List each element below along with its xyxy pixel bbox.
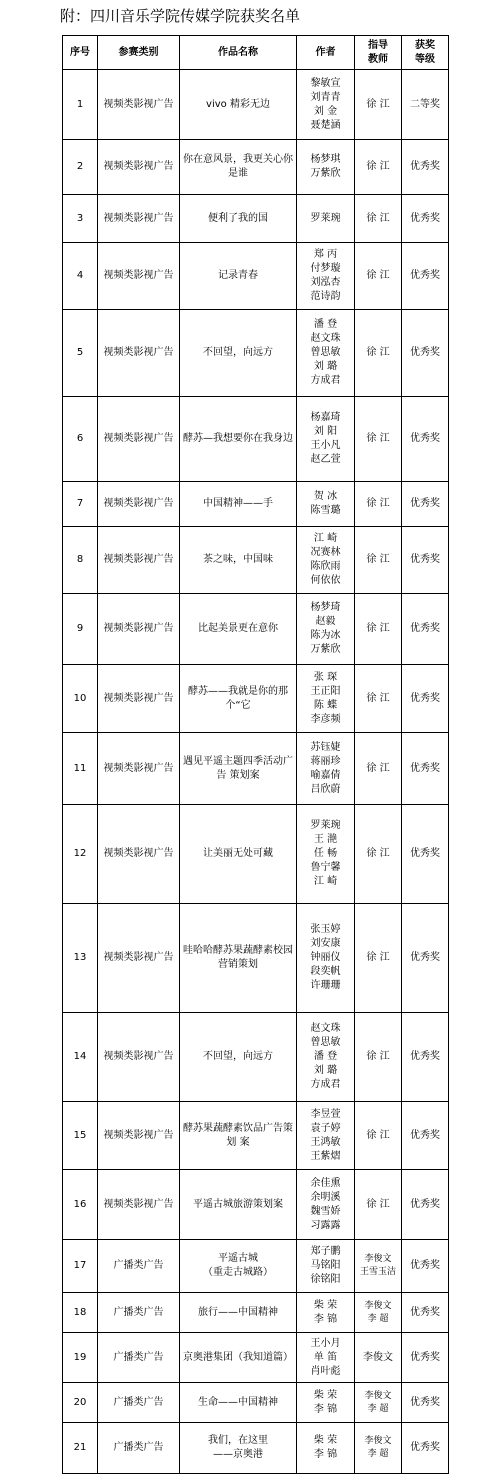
table-row bbox=[63, 1102, 449, 1170]
work-title-cell: 中国精神——手 bbox=[180, 482, 297, 527]
table-row bbox=[63, 140, 449, 195]
header-award: 获奖 等级 bbox=[402, 36, 449, 70]
work-title-cell: 生命——中国精神 bbox=[180, 1383, 297, 1423]
work-title-cell: vivo 精彩无边 bbox=[180, 70, 297, 140]
table-row bbox=[63, 195, 449, 243]
row-number-cell: 1 bbox=[63, 70, 98, 140]
category-cell: 视频类影视广告 bbox=[98, 482, 180, 527]
teacher-cell: 徐 江 bbox=[355, 1102, 402, 1170]
category-cell: 视频类影视广告 bbox=[98, 665, 180, 733]
authors-cell: 张 琛 王正阳 陈 蝶 李彦频 bbox=[297, 665, 355, 733]
award-cell: 优秀奖 bbox=[402, 1240, 449, 1293]
category-cell: 广播类广告 bbox=[98, 1423, 180, 1474]
award-cell: 优秀奖 bbox=[402, 665, 449, 733]
category-cell: 视频类影视广告 bbox=[98, 70, 180, 140]
work-title-cell: 哇哈哈酵苏果蔬酵素校园营销策划 bbox=[180, 904, 297, 1013]
award-cell: 优秀奖 bbox=[402, 1333, 449, 1383]
table-row bbox=[63, 1293, 449, 1333]
row-number-cell: 3 bbox=[63, 195, 98, 243]
row-number-cell: 2 bbox=[63, 140, 98, 195]
award-cell: 优秀奖 bbox=[402, 904, 449, 1013]
row-number-cell: 5 bbox=[63, 310, 98, 397]
table-row bbox=[63, 1240, 449, 1293]
authors-cell: 张玉婷 刘安康 钟丽仪 段奕帆 许珊珊 bbox=[297, 904, 355, 1013]
teacher-cell: 李俊文 李 超 bbox=[355, 1293, 402, 1333]
table-row bbox=[63, 1423, 449, 1474]
work-title-cell: 酵苏果蔬酵素饮品广告策划 案 bbox=[180, 1102, 297, 1170]
teacher-cell: 李俊文 李 超 bbox=[355, 1383, 402, 1423]
award-cell: 优秀奖 bbox=[402, 805, 449, 904]
authors-cell: 柴 荣 李 锦 bbox=[297, 1423, 355, 1474]
teacher-cell: 徐 江 bbox=[355, 594, 402, 665]
award-cell: 优秀奖 bbox=[402, 1423, 449, 1474]
header-author: 作者 bbox=[297, 36, 355, 70]
award-cell: 优秀奖 bbox=[402, 243, 449, 310]
work-title-cell: 不回望，向远方 bbox=[180, 310, 297, 397]
category-cell: 视频类影视广告 bbox=[98, 1170, 180, 1240]
award-cell: 优秀奖 bbox=[402, 1293, 449, 1333]
table-row bbox=[63, 665, 449, 733]
award-cell: 优秀奖 bbox=[402, 594, 449, 665]
award-cell: 优秀奖 bbox=[402, 1383, 449, 1423]
work-title-cell: 酵苏—我想要你在我身边 bbox=[180, 397, 297, 482]
category-cell: 视频类影视广告 bbox=[98, 805, 180, 904]
award-cell: 优秀奖 bbox=[402, 482, 449, 527]
row-number-cell: 16 bbox=[63, 1170, 98, 1240]
table-row bbox=[63, 243, 449, 310]
row-number-cell: 12 bbox=[63, 805, 98, 904]
authors-cell: 赵文珠 曾思敏 潘 登 刘 璐 方成君 bbox=[297, 1013, 355, 1102]
teacher-cell: 徐 江 bbox=[355, 397, 402, 482]
authors-cell: 杨梦琦 赵毅 陈为冰 万紫欣 bbox=[297, 594, 355, 665]
row-number-cell: 18 bbox=[63, 1293, 98, 1333]
category-cell: 视频类影视广告 bbox=[98, 195, 180, 243]
row-number-cell: 21 bbox=[63, 1423, 98, 1474]
award-cell: 优秀奖 bbox=[402, 1102, 449, 1170]
award-cell: 优秀奖 bbox=[402, 195, 449, 243]
work-title-cell: 平遥古城旅游策划案 bbox=[180, 1170, 297, 1240]
teacher-cell: 徐 江 bbox=[355, 1170, 402, 1240]
award-cell: 优秀奖 bbox=[402, 1170, 449, 1240]
row-number-cell: 8 bbox=[63, 527, 98, 594]
authors-cell: 江 崎 况赛林 陈欣雨 何依依 bbox=[297, 527, 355, 594]
teacher-cell: 李俊文 李 超 bbox=[355, 1423, 402, 1474]
table-row bbox=[63, 1170, 449, 1240]
category-cell: 视频类影视广告 bbox=[98, 904, 180, 1013]
teacher-cell: 徐 江 bbox=[355, 733, 402, 805]
award-table bbox=[62, 35, 449, 1474]
work-title-cell: 你在意风景，我更关心你是谁 bbox=[180, 140, 297, 195]
authors-cell: 柴 荣 李 锦 bbox=[297, 1383, 355, 1423]
header-teacher: 指导 教师 bbox=[355, 36, 402, 70]
row-number-cell: 14 bbox=[63, 1013, 98, 1102]
work-title-cell: 记录青春 bbox=[180, 243, 297, 310]
header-no: 序号 bbox=[63, 36, 98, 70]
award-cell: 优秀奖 bbox=[402, 397, 449, 482]
award-cell: 优秀奖 bbox=[402, 527, 449, 594]
award-cell: 优秀奖 bbox=[402, 310, 449, 397]
teacher-cell: 徐 江 bbox=[355, 527, 402, 594]
table-row bbox=[63, 310, 449, 397]
table-row bbox=[63, 1013, 449, 1102]
row-number-cell: 4 bbox=[63, 243, 98, 310]
category-cell: 视频类影视广告 bbox=[98, 397, 180, 482]
table-row bbox=[63, 397, 449, 482]
authors-cell: 郑子鹏 马铭阳 徐铭阳 bbox=[297, 1240, 355, 1293]
table-row bbox=[63, 527, 449, 594]
teacher-cell: 徐 江 bbox=[355, 310, 402, 397]
category-cell: 视频类影视广告 bbox=[98, 527, 180, 594]
authors-cell: 潘 登 赵文珠 曾思敏 刘 璐 方成君 bbox=[297, 310, 355, 397]
teacher-cell: 徐 江 bbox=[355, 195, 402, 243]
row-number-cell: 10 bbox=[63, 665, 98, 733]
teacher-cell: 徐 江 bbox=[355, 665, 402, 733]
row-number-cell: 20 bbox=[63, 1383, 98, 1423]
table-row bbox=[63, 1333, 449, 1383]
work-title-cell: 茶之味，中国味 bbox=[180, 527, 297, 594]
authors-cell: 柴 荣 李 锦 bbox=[297, 1293, 355, 1333]
teacher-cell: 徐 江 bbox=[355, 70, 402, 140]
category-cell: 广播类广告 bbox=[98, 1333, 180, 1383]
row-number-cell: 7 bbox=[63, 482, 98, 527]
work-title-cell: 京奥港集团（我知道篇） bbox=[180, 1333, 297, 1383]
page-title: 附：四川音乐学院传媒学院获奖名单 bbox=[60, 7, 301, 25]
authors-cell: 杨梦琪 万紫欣 bbox=[297, 140, 355, 195]
row-number-cell: 17 bbox=[63, 1240, 98, 1293]
authors-cell: 李昱萱 袁子婷 王鸿敏 王紫熠 bbox=[297, 1102, 355, 1170]
row-number-cell: 13 bbox=[63, 904, 98, 1013]
authors-cell: 贺 冰 陈雪璐 bbox=[297, 482, 355, 527]
work-title-cell: 平遥古城 （重走古城路） bbox=[180, 1240, 297, 1293]
work-title-cell: 让美丽无处可藏 bbox=[180, 805, 297, 904]
authors-cell: 苏钰婕 蒋丽珍 喻嘉倩 吕欣蔚 bbox=[297, 733, 355, 805]
category-cell: 视频类影视广告 bbox=[98, 140, 180, 195]
table-row bbox=[63, 733, 449, 805]
award-cell: 二等奖 bbox=[402, 70, 449, 140]
authors-cell: 杨嘉琦 刘 阳 王小凡 赵乙萱 bbox=[297, 397, 355, 482]
authors-cell: 王小月 单 笛 肖叶彪 bbox=[297, 1333, 355, 1383]
work-title-cell: 便利了我的国 bbox=[180, 195, 297, 243]
category-cell: 广播类广告 bbox=[98, 1240, 180, 1293]
row-number-cell: 6 bbox=[63, 397, 98, 482]
award-cell: 优秀奖 bbox=[402, 140, 449, 195]
work-title-cell: 不回望，向远方 bbox=[180, 1013, 297, 1102]
authors-cell: 罗莱琬 bbox=[297, 195, 355, 243]
teacher-cell: 徐 江 bbox=[355, 1013, 402, 1102]
category-cell: 广播类广告 bbox=[98, 1293, 180, 1333]
category-cell: 视频类影视广告 bbox=[98, 594, 180, 665]
table-body bbox=[63, 70, 449, 1474]
work-title-cell: 旅行——中国精神 bbox=[180, 1293, 297, 1333]
header-row bbox=[63, 36, 449, 70]
table-row bbox=[63, 904, 449, 1013]
authors-cell: 黎敏宣 刘青青 刘 金 聂楚涵 bbox=[297, 70, 355, 140]
work-title-cell: 遇见平遥主题四季活动广告 策划案 bbox=[180, 733, 297, 805]
award-cell: 优秀奖 bbox=[402, 1013, 449, 1102]
category-cell: 视频类影视广告 bbox=[98, 243, 180, 310]
authors-cell: 罗莱琬 王 滟 任 畅 鲁宁馨 江 崎 bbox=[297, 805, 355, 904]
work-title-cell: 酵苏——我就是你的那个“它 bbox=[180, 665, 297, 733]
category-cell: 视频类影视广告 bbox=[98, 733, 180, 805]
work-title-cell: 我们，在这里 ——京奥港 bbox=[180, 1423, 297, 1474]
work-title-cell: 比起美景更在意你 bbox=[180, 594, 297, 665]
teacher-cell: 徐 江 bbox=[355, 243, 402, 310]
teacher-cell: 徐 江 bbox=[355, 140, 402, 195]
row-number-cell: 15 bbox=[63, 1102, 98, 1170]
category-cell: 视频类影视广告 bbox=[98, 310, 180, 397]
row-number-cell: 11 bbox=[63, 733, 98, 805]
category-cell: 广播类广告 bbox=[98, 1383, 180, 1423]
teacher-cell: 李俊文 王雪玉洁 bbox=[355, 1240, 402, 1293]
table-row bbox=[63, 482, 449, 527]
row-number-cell: 19 bbox=[63, 1333, 98, 1383]
category-cell: 视频类影视广告 bbox=[98, 1013, 180, 1102]
table-row bbox=[63, 805, 449, 904]
header-category: 参赛类别 bbox=[98, 36, 180, 70]
authors-cell: 余佳熏 余明溪 魏雪娇 习露露 bbox=[297, 1170, 355, 1240]
teacher-cell: 李俊文 bbox=[355, 1333, 402, 1383]
table-row bbox=[63, 594, 449, 665]
teacher-cell: 徐 江 bbox=[355, 482, 402, 527]
award-cell: 优秀奖 bbox=[402, 733, 449, 805]
teacher-cell: 徐 江 bbox=[355, 805, 402, 904]
row-number-cell: 9 bbox=[63, 594, 98, 665]
authors-cell: 郑 丙 付梦璇 刘泓杏 范诗韵 bbox=[297, 243, 355, 310]
table-row bbox=[63, 70, 449, 140]
table-row bbox=[63, 1383, 449, 1423]
teacher-cell: 徐 江 bbox=[355, 904, 402, 1013]
header-work: 作品名称 bbox=[180, 36, 297, 70]
category-cell: 视频类影视广告 bbox=[98, 1102, 180, 1170]
